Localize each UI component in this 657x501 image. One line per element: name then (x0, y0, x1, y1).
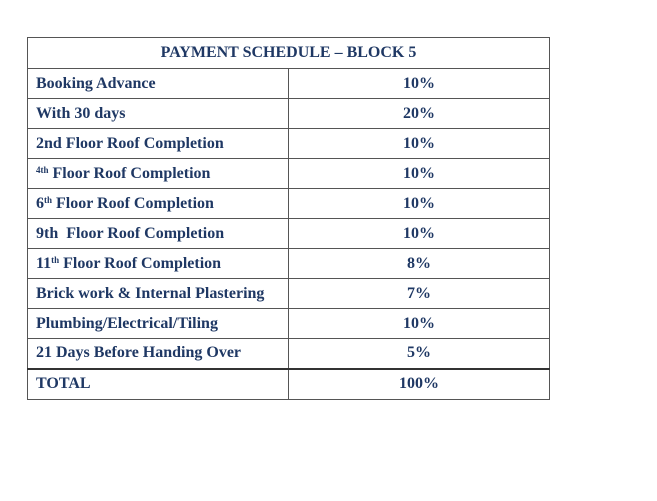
row-label (28, 69, 289, 99)
row-label-text: Booking Advance (36, 74, 156, 92)
row-label-text: 21 Days Before Handing Over (36, 344, 242, 362)
table-row (28, 159, 550, 189)
row-value: 10% (289, 159, 550, 189)
row-value: 10% (289, 219, 550, 249)
row-label (28, 309, 289, 339)
row-label-text: Plumbing/Electrical/Tiling (36, 314, 218, 332)
row-label (28, 159, 289, 189)
row-label (28, 99, 289, 129)
table-row (28, 219, 550, 249)
row-label-text: With 30 days (36, 104, 126, 122)
row-label-text: Floor Roof Completion (52, 194, 214, 212)
row-label (28, 129, 289, 159)
row-value: 10% (289, 189, 550, 219)
row-label-text: Floor Roof Completion (48, 164, 211, 182)
row-label-number: 11 (36, 254, 52, 272)
row-label-text: Brick work & Internal Plastering (36, 284, 265, 302)
total-row (28, 369, 550, 400)
table-title-row (28, 38, 550, 69)
total-label: TOTAL (28, 369, 289, 400)
row-label-superscript: 4th (36, 164, 49, 175)
row-label (28, 249, 289, 279)
row-label-text: 2nd Floor Roof Completion (36, 134, 224, 152)
row-label-text: Floor Roof Completion (59, 254, 222, 272)
row-label (28, 339, 289, 369)
row-value: 10% (289, 129, 550, 159)
payment-schedule-table (27, 37, 550, 400)
row-value: 10% (289, 309, 550, 339)
row-label-text: 9th Floor Roof Completion (36, 224, 225, 242)
table-row (28, 189, 550, 219)
table-row (28, 279, 550, 309)
table-row (28, 339, 550, 369)
row-value: 5% (289, 339, 550, 369)
row-value: 20% (289, 99, 550, 129)
table-row (28, 69, 550, 99)
row-label-superscript: th (44, 194, 53, 205)
table-row (28, 309, 550, 339)
table-row (28, 249, 550, 279)
table-row (28, 99, 550, 129)
row-label-superscript: th (51, 254, 60, 265)
row-label (28, 189, 289, 219)
table-row (28, 129, 550, 159)
row-label (28, 219, 289, 249)
row-value: 8% (289, 249, 550, 279)
row-label-number: 6 (36, 194, 44, 212)
row-value: 10% (289, 69, 550, 99)
table-title: PAYMENT SCHEDULE – BLOCK 5 (28, 38, 550, 69)
total-value: 100% (289, 369, 550, 400)
row-value: 7% (289, 279, 550, 309)
row-label (28, 279, 289, 309)
